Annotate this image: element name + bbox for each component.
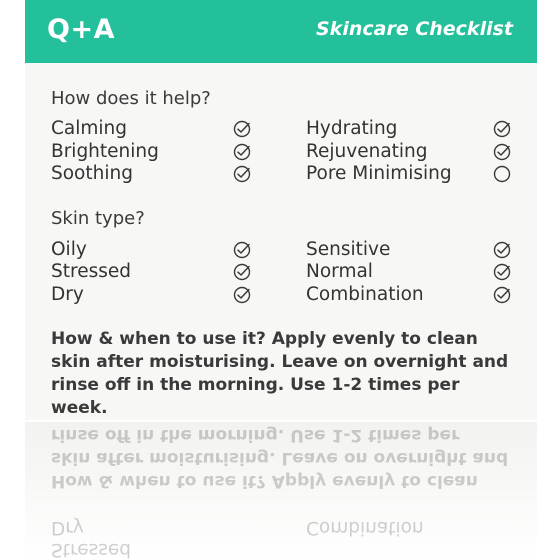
benefit-item-soothing	[51, 163, 271, 185]
empty-circle-icon	[493, 165, 511, 183]
reflection-content	[25, 422, 537, 560]
brand-logo: Q+A	[47, 14, 115, 45]
checklist-card	[25, 0, 537, 420]
benefits-heading: How does it help?	[51, 88, 211, 109]
skin-type-label: Stressed	[51, 261, 131, 282]
benefit-label: Rejuvenating	[306, 141, 428, 162]
skin-type-item-normal	[306, 261, 526, 283]
skin-type-item-combination	[306, 284, 526, 306]
usage-instructions: How & when to use it? Apply evenly to clean skin after moisturising. Leave on overnight and rinse off in the morning. Use 1-2 times per week.	[51, 329, 509, 418]
benefit-item-pore-minimising	[306, 163, 526, 185]
benefit-label: Pore Minimising	[306, 163, 452, 184]
reflected-skin-type-label: Stressed	[51, 539, 131, 560]
reflected-skin-type-label: Combination	[306, 517, 424, 538]
skin-type-label: Oily	[51, 239, 87, 260]
check-circle-icon	[233, 263, 251, 281]
benefit-label: Hydrating	[306, 118, 398, 139]
benefit-label: Brightening	[51, 141, 159, 162]
skin-type-label: Normal	[306, 261, 373, 282]
reflected-skin-type-label: Dry	[51, 517, 84, 538]
benefit-item-brightening	[51, 141, 271, 163]
check-circle-icon	[493, 286, 511, 304]
benefit-item-hydrating	[306, 118, 526, 140]
benefit-label: Soothing	[51, 163, 133, 184]
check-circle-icon	[233, 241, 251, 259]
check-circle-icon	[233, 286, 251, 304]
check-circle-icon	[233, 143, 251, 161]
skin-type-item-sensitive	[306, 239, 526, 261]
skin-type-item-dry	[51, 284, 271, 306]
skin-type-heading: Skin type?	[51, 208, 145, 229]
check-circle-icon	[493, 263, 511, 281]
surface-reflection	[25, 422, 537, 560]
check-circle-icon	[233, 120, 251, 138]
check-circle-icon	[233, 165, 251, 183]
skin-type-label: Combination	[306, 284, 424, 305]
header-bar	[25, 0, 537, 63]
skin-type-label: Sensitive	[306, 239, 391, 260]
reflected-usage-instructions: How & when to use it? Apply evenly to clean skin after moisturising. Leave on overnight and rinse off in the morning. Use 1-2 times per	[51, 425, 509, 491]
checklist-title: Skincare Checklist	[316, 18, 513, 40]
skin-type-label: Dry	[51, 284, 84, 305]
skin-type-item-stressed	[51, 261, 271, 283]
check-circle-icon	[493, 120, 511, 138]
benefit-item-rejuvenating	[306, 141, 526, 163]
skin-type-item-oily	[51, 239, 271, 261]
benefit-label: Calming	[51, 118, 128, 139]
benefit-item-calming	[51, 118, 271, 140]
check-circle-icon	[493, 241, 511, 259]
check-circle-icon	[493, 143, 511, 161]
